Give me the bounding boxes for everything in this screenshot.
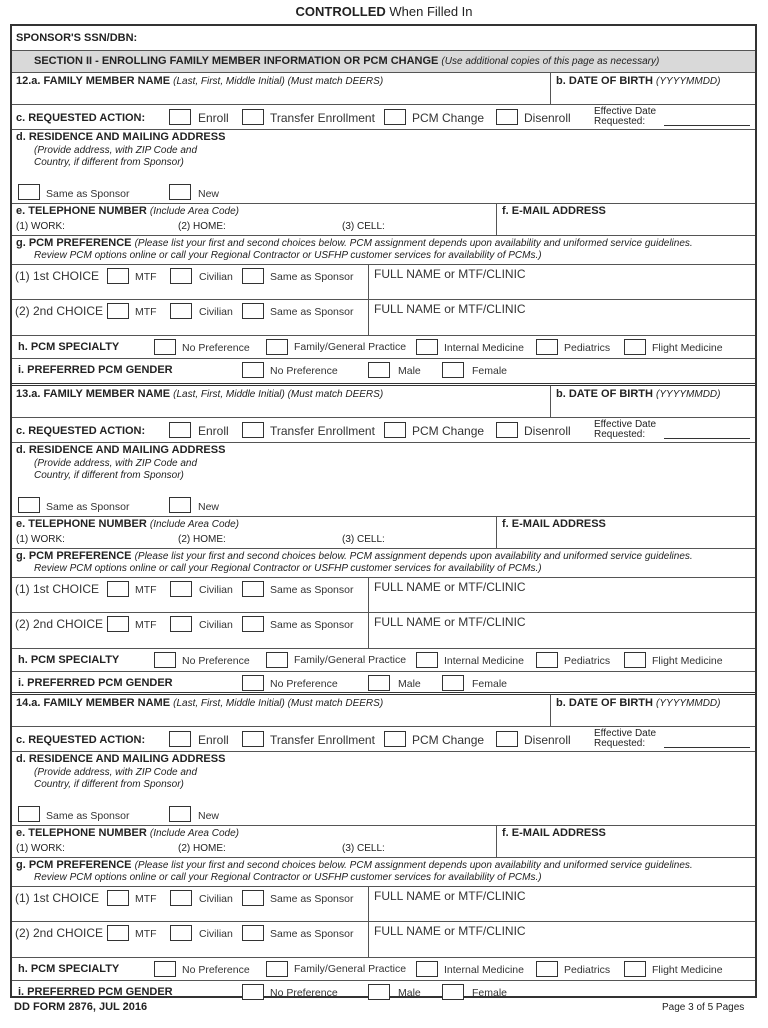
first-choice-full-name-input[interactable] [369, 903, 755, 921]
gender-female-checkbox[interactable] [442, 675, 464, 691]
pcm-preference-note-2: Review PCM options online or call your Regional Contractor or USFHP customer services for availability of PCMs.) [34, 563, 542, 574]
gender-no-preference-label: No Preference [270, 987, 338, 999]
first-choice-same-as-sponsor-label: Same as Sponsor [270, 271, 354, 283]
section-note: (Use additional copies of this page as necessary) [441, 56, 660, 67]
page-number: Page 3 of 5 Pages [662, 1002, 745, 1013]
family-name-field[interactable] [12, 695, 550, 726]
second-choice-full-name-input[interactable] [369, 938, 755, 956]
first-choice-row [12, 886, 755, 921]
first-choice-same-as-sponsor-checkbox[interactable] [242, 268, 264, 284]
pcm-specialty-label: h. PCM SPECIALTY [18, 654, 120, 666]
second-choice-same-as-sponsor-label: Same as Sponsor [270, 619, 354, 631]
first-choice-full-name-input[interactable] [369, 281, 755, 299]
pcm-gender-row [12, 358, 755, 381]
family-name-field[interactable] [12, 73, 550, 104]
second-choice-civilian-checkbox[interactable] [170, 303, 192, 319]
home-phone-input[interactable] [232, 218, 342, 234]
pcm-preference-note-2: Review PCM options online or call your Regional Contractor or USFHP customer services for availability of PCMs.) [34, 872, 542, 883]
residence-note-1: (Provide address, with ZIP Code and [34, 458, 198, 469]
first-choice-mtf-label: MTF [135, 584, 157, 596]
effective-date-input[interactable] [664, 125, 750, 126]
gender-female-checkbox[interactable] [442, 984, 464, 1000]
first-choice-full-name-label: FULL NAME or MTF/CLINIC [374, 889, 526, 903]
sponsor-ssn-label: SPONSOR'S SSN/DBN: [16, 32, 138, 44]
first-choice-mtf-checkbox[interactable] [107, 268, 129, 284]
gender-male-checkbox[interactable] [368, 675, 390, 691]
telephone-note: (Include Area Code) [149, 206, 239, 217]
second-choice-mtf-label: MTF [135, 928, 157, 940]
second-choice-civilian-checkbox[interactable] [170, 616, 192, 632]
pcm-specialty-label: h. PCM SPECIALTY [18, 341, 120, 353]
specialty-internal-medicine-label: Internal Medicine [444, 342, 524, 354]
name-row [12, 695, 755, 726]
specialty-no-preference-label: No Preference [182, 964, 250, 976]
pcm-specialty-row [12, 648, 755, 671]
cell-phone-label: (3) CELL: [342, 534, 385, 545]
specialty-pediatrics-checkbox[interactable] [536, 339, 558, 355]
second-choice-mtf-checkbox[interactable] [107, 303, 129, 319]
specialty-flight-medicine-label: Flight Medicine [652, 342, 723, 354]
pcm-preference-row [12, 548, 755, 577]
pcm-change-label: PCM Change [412, 733, 485, 747]
same-as-sponsor-address-checkbox[interactable] [18, 184, 40, 200]
email-label: f. E-MAIL ADDRESS [502, 518, 606, 530]
first-choice-civilian-checkbox[interactable] [170, 268, 192, 284]
enroll-label: Enroll [198, 424, 229, 438]
divider [496, 826, 497, 857]
gender-no-preference-checkbox[interactable] [242, 362, 264, 378]
family-name-label: FAMILY MEMBER NAME [43, 75, 171, 87]
telephone-label: e. TELEPHONE NUMBER [16, 518, 147, 530]
specialty-family-practice-checkbox[interactable] [266, 961, 288, 977]
disenroll-label: Disenroll [524, 424, 571, 438]
specialty-flight-medicine-label: Flight Medicine [652, 964, 723, 976]
residence-row [12, 442, 755, 516]
work-phone-input[interactable] [70, 218, 180, 234]
transfer-enrollment-checkbox[interactable] [242, 731, 264, 747]
work-phone-input[interactable] [70, 840, 180, 856]
first-choice-civilian-checkbox[interactable] [170, 890, 192, 906]
member-number: 12.a. [16, 75, 41, 87]
second-choice-civilian-label: Civilian [199, 619, 233, 631]
first-choice-row [12, 264, 755, 299]
pcm-change-label: PCM Change [412, 111, 485, 125]
same-as-sponsor-address-label: Same as Sponsor [46, 810, 130, 822]
specialty-flight-medicine-label: Flight Medicine [652, 655, 723, 667]
first-choice-full-name-input[interactable] [369, 594, 755, 612]
cell-phone-input[interactable] [392, 840, 492, 856]
specialty-pediatrics-label: Pediatrics [564, 655, 611, 667]
disenroll-checkbox[interactable] [496, 109, 518, 125]
enroll-label: Enroll [198, 111, 229, 125]
form-number: DD FORM 2876, JUL 2016 [14, 1001, 148, 1013]
telephone-label: e. TELEPHONE NUMBER [16, 205, 147, 217]
gender-no-preference-checkbox[interactable] [242, 675, 264, 691]
gender-female-label: Female [472, 365, 508, 377]
form-page [10, 24, 757, 998]
address-field[interactable] [262, 144, 755, 182]
address-field[interactable] [262, 766, 755, 804]
first-choice-civilian-label: Civilian [199, 893, 233, 905]
gender-no-preference-checkbox[interactable] [242, 984, 264, 1000]
email-label: f. E-MAIL ADDRESS [502, 205, 606, 217]
email-input[interactable] [502, 840, 751, 856]
pcm-preference-note-2: Review PCM options online or call your Regional Contractor or USFHP customer services for availability of PCMs.) [34, 250, 542, 261]
effective-date-requested-label: Requested: [594, 429, 646, 440]
specialty-family-practice-label: Family/General Practice [294, 654, 407, 666]
effective-date-requested-label: Requested: [594, 738, 646, 749]
requested-action-label: c. REQUESTED ACTION: [16, 734, 146, 746]
pcm-specialty-row [12, 335, 755, 358]
pcm-preference-row [12, 857, 755, 886]
gender-male-label: Male [398, 678, 421, 690]
work-phone-label: (1) WORK: [16, 843, 65, 854]
first-choice-full-name-label: FULL NAME or MTF/CLINIC [374, 580, 526, 594]
specialty-flight-medicine-checkbox[interactable] [624, 652, 646, 668]
member-number: 14.a. [16, 697, 41, 709]
dob-note: (YYYYMMDD) [656, 389, 721, 400]
specialty-no-preference-label: No Preference [182, 655, 250, 667]
family-name-field[interactable] [12, 386, 550, 417]
second-choice-row [12, 921, 755, 957]
gender-female-label: Female [472, 678, 508, 690]
email-label: f. E-MAIL ADDRESS [502, 827, 606, 839]
gender-no-preference-label: No Preference [270, 365, 338, 377]
pcm-preference-note-1: (Please list your first and second choices below. PCM assignment depends upon availability and uniformed service guidelines. [134, 551, 693, 562]
second-choice-mtf-label: MTF [135, 619, 157, 631]
specialty-internal-medicine-label: Internal Medicine [444, 964, 524, 976]
specialty-no-preference-label: No Preference [182, 342, 250, 354]
divider [496, 204, 497, 235]
gender-male-checkbox[interactable] [368, 984, 390, 1000]
first-choice-mtf-checkbox[interactable] [107, 581, 129, 597]
family-member-block [12, 692, 755, 1000]
specialty-no-preference-checkbox[interactable] [154, 339, 176, 355]
residence-note-1: (Provide address, with ZIP Code and [34, 145, 198, 156]
new-address-checkbox[interactable] [169, 806, 191, 822]
specialty-family-practice-checkbox[interactable] [266, 652, 288, 668]
second-choice-civilian-label: Civilian [199, 306, 233, 318]
effective-date-label: Effective Date [594, 106, 657, 117]
enroll-checkbox[interactable] [169, 422, 191, 438]
second-choice-same-as-sponsor-checkbox[interactable] [242, 925, 264, 941]
second-choice-mtf-label: MTF [135, 306, 157, 318]
second-choice-full-name-label: FULL NAME or MTF/CLINIC [374, 302, 526, 316]
pcm-change-label: PCM Change [412, 424, 485, 438]
enroll-checkbox[interactable] [169, 731, 191, 747]
section-ii-header [12, 50, 755, 72]
first-choice-same-as-sponsor-label: Same as Sponsor [270, 584, 354, 596]
requested-action-label: c. REQUESTED ACTION: [16, 425, 146, 437]
specialty-pediatrics-label: Pediatrics [564, 342, 611, 354]
family-name-label: FAMILY MEMBER NAME [43, 388, 171, 400]
specialty-pediatrics-checkbox[interactable] [536, 652, 558, 668]
first-choice-row [12, 577, 755, 612]
second-choice-label: (2) 2nd CHOICE [15, 304, 104, 318]
first-choice-same-as-sponsor-label: Same as Sponsor [270, 893, 354, 905]
second-choice-mtf-checkbox[interactable] [107, 616, 129, 632]
second-choice-label: (2) 2nd CHOICE [15, 617, 104, 631]
name-row [12, 386, 755, 417]
disenroll-checkbox[interactable] [496, 422, 518, 438]
specialty-internal-medicine-label: Internal Medicine [444, 655, 524, 667]
dob-label: b. DATE OF BIRTH [556, 388, 653, 400]
divider [496, 517, 497, 548]
specialty-no-preference-checkbox[interactable] [154, 961, 176, 977]
new-address-label: New [198, 501, 220, 513]
telephone-row [12, 825, 755, 857]
sponsor-ssn-row[interactable] [12, 26, 755, 50]
second-choice-row [12, 299, 755, 335]
pcm-gender-row [12, 980, 755, 1003]
home-phone-input[interactable] [232, 840, 342, 856]
first-choice-same-as-sponsor-checkbox[interactable] [242, 581, 264, 597]
member-number: 13.a. [16, 388, 41, 400]
second-choice-full-name-label: FULL NAME or MTF/CLINIC [374, 615, 526, 629]
disenroll-label: Disenroll [524, 733, 571, 747]
transfer-enrollment-label: Transfer Enrollment [270, 111, 375, 125]
home-phone-label: (2) HOME: [178, 843, 226, 854]
transfer-enrollment-label: Transfer Enrollment [270, 424, 375, 438]
specialty-flight-medicine-checkbox[interactable] [624, 961, 646, 977]
telephone-note: (Include Area Code) [149, 828, 239, 839]
specialty-family-practice-label: Family/General Practice [294, 963, 407, 975]
second-choice-full-name-input[interactable] [369, 629, 755, 647]
controlled-header: CONTROLLED When Filled In [295, 4, 473, 19]
first-choice-civilian-label: Civilian [199, 271, 233, 283]
transfer-enrollment-label: Transfer Enrollment [270, 733, 375, 747]
first-choice-civilian-label: Civilian [199, 584, 233, 596]
new-address-label: New [198, 188, 220, 200]
first-choice-full-name-label: FULL NAME or MTF/CLINIC [374, 267, 526, 281]
effective-date-label: Effective Date [594, 419, 657, 430]
dob-note: (YYYYMMDD) [656, 698, 721, 709]
transfer-enrollment-checkbox[interactable] [242, 109, 264, 125]
enroll-label: Enroll [198, 733, 229, 747]
same-as-sponsor-address-checkbox[interactable] [18, 806, 40, 822]
specialty-pediatrics-label: Pediatrics [564, 964, 611, 976]
specialty-flight-medicine-checkbox[interactable] [624, 339, 646, 355]
telephone-row [12, 516, 755, 548]
specialty-internal-medicine-checkbox[interactable] [416, 652, 438, 668]
home-phone-input[interactable] [232, 531, 342, 547]
first-choice-civilian-checkbox[interactable] [170, 581, 192, 597]
effective-date-input[interactable] [664, 747, 750, 748]
new-address-checkbox[interactable] [169, 184, 191, 200]
second-choice-row [12, 612, 755, 648]
second-choice-full-name-label: FULL NAME or MTF/CLINIC [374, 924, 526, 938]
second-choice-label: (2) 2nd CHOICE [15, 926, 104, 940]
second-choice-civilian-checkbox[interactable] [170, 925, 192, 941]
gender-male-checkbox[interactable] [368, 362, 390, 378]
cell-phone-input[interactable] [392, 218, 492, 234]
work-phone-label: (1) WORK: [16, 534, 65, 545]
second-choice-full-name-input[interactable] [369, 316, 755, 334]
home-phone-label: (2) HOME: [178, 534, 226, 545]
email-input[interactable] [502, 531, 751, 547]
first-choice-mtf-label: MTF [135, 893, 157, 905]
requested-action-label: c. REQUESTED ACTION: [16, 112, 146, 124]
gender-female-checkbox[interactable] [442, 362, 464, 378]
second-choice-same-as-sponsor-checkbox[interactable] [242, 303, 264, 319]
pcm-change-checkbox[interactable] [384, 109, 406, 125]
dob-label: b. DATE OF BIRTH [556, 697, 653, 709]
first-choice-label: (1) 1st CHOICE [15, 582, 100, 596]
section-title: SECTION II - ENROLLING FAMILY MEMBER INFORMATION OR PCM CHANGE [34, 55, 439, 67]
requested-action-row [12, 104, 755, 129]
same-as-sponsor-address-checkbox[interactable] [18, 497, 40, 513]
work-phone-label: (1) WORK: [16, 221, 65, 232]
disenroll-checkbox[interactable] [496, 731, 518, 747]
effective-date-input[interactable] [664, 438, 750, 439]
gender-no-preference-label: No Preference [270, 678, 338, 690]
pcm-specialty-row [12, 957, 755, 980]
disenroll-label: Disenroll [524, 111, 571, 125]
residence-note-2: Country, if different from Sponsor) [34, 779, 184, 790]
name-row [12, 73, 755, 104]
home-phone-label: (2) HOME: [178, 221, 226, 232]
effective-date-label: Effective Date [594, 728, 657, 739]
cell-phone-label: (3) CELL: [342, 221, 385, 232]
gender-male-label: Male [398, 365, 421, 377]
specialty-family-practice-label: Family/General Practice [294, 341, 407, 353]
pcm-change-checkbox[interactable] [384, 731, 406, 747]
new-address-checkbox[interactable] [169, 497, 191, 513]
second-choice-civilian-label: Civilian [199, 928, 233, 940]
specialty-family-practice-checkbox[interactable] [266, 339, 288, 355]
residence-note-2: Country, if different from Sponsor) [34, 470, 184, 481]
residence-note-1: (Provide address, with ZIP Code and [34, 767, 198, 778]
first-choice-mtf-label: MTF [135, 271, 157, 283]
residence-label: d. RESIDENCE AND MAILING ADDRESS [16, 444, 226, 456]
pcm-preference-note-1: (Please list your first and second choices below. PCM assignment depends upon availability and uniformed service guidelines. [134, 238, 693, 249]
residence-row [12, 751, 755, 825]
pcm-preference-label: g. PCM PREFERENCE [16, 550, 132, 562]
second-choice-same-as-sponsor-checkbox[interactable] [242, 616, 264, 632]
pcm-preference-label: g. PCM PREFERENCE [16, 859, 132, 871]
specialty-pediatrics-checkbox[interactable] [536, 961, 558, 977]
work-phone-input[interactable] [70, 531, 180, 547]
specialty-internal-medicine-checkbox[interactable] [416, 961, 438, 977]
transfer-enrollment-checkbox[interactable] [242, 422, 264, 438]
cell-phone-label: (3) CELL: [342, 843, 385, 854]
pcm-specialty-label: h. PCM SPECIALTY [18, 963, 120, 975]
gender-male-label: Male [398, 987, 421, 999]
family-name-note: (Last, First, Middle Initial) (Must match DEERS) [173, 698, 384, 709]
same-as-sponsor-address-label: Same as Sponsor [46, 188, 130, 200]
effective-date-requested-label: Requested: [594, 116, 646, 127]
requested-action-row [12, 726, 755, 751]
telephone-row [12, 203, 755, 235]
first-choice-label: (1) 1st CHOICE [15, 891, 100, 905]
specialty-no-preference-checkbox[interactable] [154, 652, 176, 668]
new-address-label: New [198, 810, 220, 822]
pcm-gender-label: i. PREFERRED PCM GENDER [18, 677, 173, 689]
first-choice-label: (1) 1st CHOICE [15, 269, 100, 283]
pcm-gender-label: i. PREFERRED PCM GENDER [18, 364, 173, 376]
pcm-gender-label: i. PREFERRED PCM GENDER [18, 986, 173, 998]
specialty-internal-medicine-checkbox[interactable] [416, 339, 438, 355]
gender-female-label: Female [472, 987, 508, 999]
second-choice-same-as-sponsor-label: Same as Sponsor [270, 306, 354, 318]
second-choice-same-as-sponsor-label: Same as Sponsor [270, 928, 354, 940]
pcm-preference-row [12, 235, 755, 264]
family-member-block [12, 72, 755, 380]
pcm-change-checkbox[interactable] [384, 422, 406, 438]
requested-action-row [12, 417, 755, 442]
telephone-label: e. TELEPHONE NUMBER [16, 827, 147, 839]
residence-note-2: Country, if different from Sponsor) [34, 157, 184, 168]
second-choice-mtf-checkbox[interactable] [107, 925, 129, 941]
residence-row [12, 129, 755, 203]
address-field[interactable] [262, 457, 755, 495]
email-input[interactable] [502, 218, 751, 234]
pcm-preference-label: g. PCM PREFERENCE [16, 237, 132, 249]
same-as-sponsor-address-label: Same as Sponsor [46, 501, 130, 513]
cell-phone-input[interactable] [392, 531, 492, 547]
enroll-checkbox[interactable] [169, 109, 191, 125]
residence-label: d. RESIDENCE AND MAILING ADDRESS [16, 131, 226, 143]
residence-label: d. RESIDENCE AND MAILING ADDRESS [16, 753, 226, 765]
pcm-preference-note-1: (Please list your first and second choices below. PCM assignment depends upon availability and uniformed service guidelines. [134, 860, 693, 871]
telephone-note: (Include Area Code) [149, 519, 239, 530]
family-member-block [12, 383, 755, 691]
family-name-note: (Last, First, Middle Initial) (Must match DEERS) [173, 389, 384, 400]
pcm-gender-row [12, 671, 755, 694]
dob-note: (YYYYMMDD) [656, 76, 721, 87]
family-name-note: (Last, First, Middle Initial) (Must match DEERS) [173, 76, 384, 87]
first-choice-mtf-checkbox[interactable] [107, 890, 129, 906]
family-name-label: FAMILY MEMBER NAME [43, 697, 171, 709]
first-choice-same-as-sponsor-checkbox[interactable] [242, 890, 264, 906]
dob-label: b. DATE OF BIRTH [556, 75, 653, 87]
